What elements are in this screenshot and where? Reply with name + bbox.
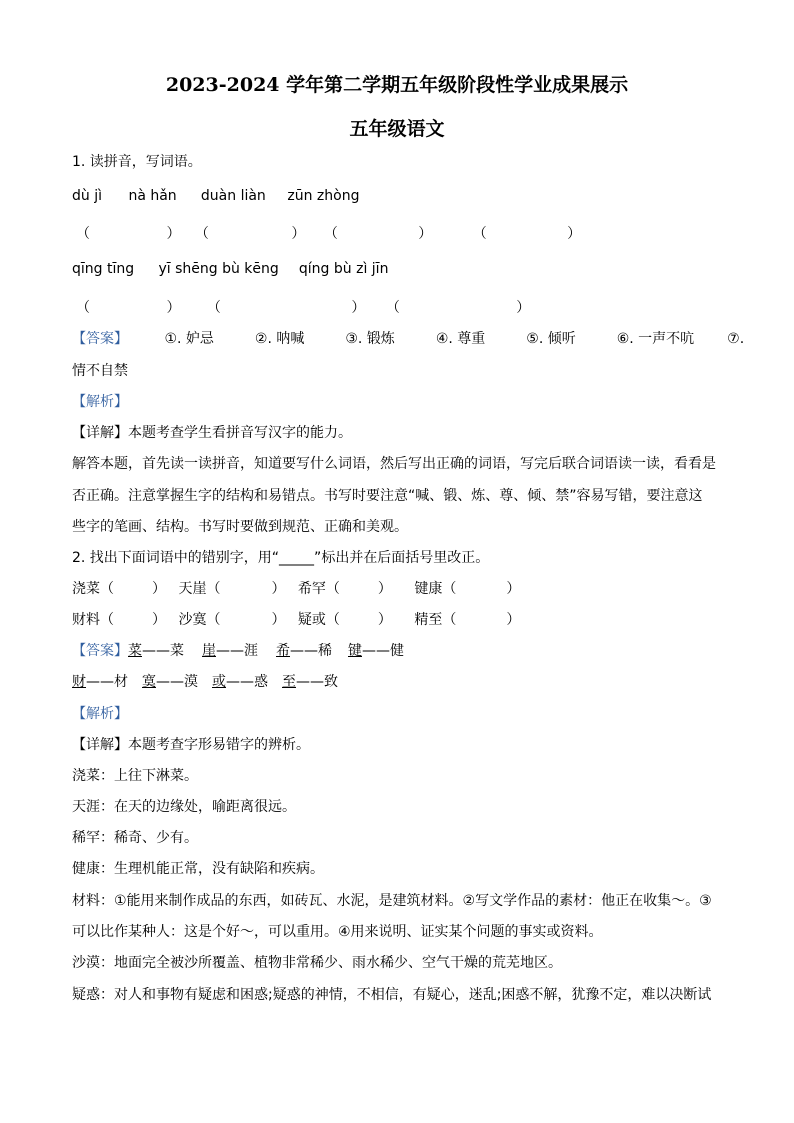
dash: ——	[156, 674, 184, 690]
definition-line: 稀罕：稀奇、少有。	[72, 830, 198, 846]
correction-item	[282, 674, 338, 690]
q2-prompt: 2. 找出下面词语中的错别字，用“_____”标出并在后面括号里改正。	[72, 550, 490, 566]
paren-close: ）	[166, 300, 181, 316]
paren-close: ）	[506, 581, 521, 597]
right-char: 材	[114, 674, 128, 690]
pinyin-item: yī shēng bù kēng	[158, 261, 279, 277]
right-char: 惑	[254, 674, 268, 690]
pinyin-item: duàn liàn	[200, 188, 266, 204]
q1-detail	[72, 422, 352, 442]
paren-close: ）	[271, 612, 286, 628]
dash: ——	[142, 643, 170, 659]
q1-answer-cont: 情不自禁	[72, 363, 128, 379]
detail-tag: 【详解】	[72, 425, 128, 441]
paren-open: （	[472, 226, 487, 242]
word-item: 键康（	[414, 581, 457, 597]
pinyin-item: zūn zhòng	[287, 188, 360, 204]
paren-close: ）	[291, 226, 306, 242]
right-char: 稀	[318, 643, 332, 659]
q2-row1	[72, 578, 520, 598]
definition-line: 浇菜：上往下淋菜。	[72, 768, 198, 784]
correction-item	[202, 640, 276, 660]
q1-answer-line	[72, 328, 744, 348]
paren-close: ）	[567, 226, 582, 242]
answer-item: ⑥. 一声不吭	[616, 331, 695, 347]
definition-line: 疑惑：对人和事物有疑虑和困惑;疑惑的神情，不相信，有疑心，迷乱;困惑不解，犹豫不定，难以决断试	[72, 987, 712, 1003]
wrong-char: 财	[72, 674, 86, 690]
wrong-char: 键	[348, 643, 362, 659]
page-title: 2023-2024 学年第二学期五年级阶段性学业成果展示	[165, 74, 629, 96]
right-char: 漠	[184, 674, 198, 690]
paragraph-line: 解答本题，首先读一读拼音，知道要写什么词语，然后写出正确的词语，写完后联合词语读一读，看看是	[72, 456, 716, 472]
wrong-char: 希	[276, 643, 290, 659]
paren-open: （	[76, 300, 90, 316]
answer-item: ③. 锻炼	[345, 331, 395, 347]
word-item: 天崖（	[178, 581, 221, 597]
q2-answer-line1	[72, 640, 404, 660]
paren-open: （	[323, 226, 338, 242]
q2-answer-line2	[72, 671, 338, 691]
correction-item	[128, 640, 202, 660]
dash: ——	[290, 643, 318, 659]
correction-item	[142, 671, 212, 691]
paren-close: ）	[377, 581, 392, 597]
paren-open: （	[76, 226, 90, 242]
detail-tag: 【详解】	[72, 737, 128, 753]
definition-line: 沙漠：地面完全被沙所覆盖、植物非常稀少、雨水稀少、空气干燥的荒芜地区。	[72, 955, 562, 971]
pinyin-item: nà hǎn	[128, 188, 177, 204]
word-item: 沙寞（	[178, 612, 221, 628]
word-item: 财料（	[72, 612, 114, 628]
wrong-char: 至	[282, 674, 296, 690]
wrong-char: 或	[212, 674, 226, 690]
paragraph-line: 否正确。注意掌握生字的结构和易错点。书写时要注意“喊、锻、炼、尊、倾、禁”容易写错，要注意这	[72, 488, 703, 504]
answer-tag: 【答案】	[72, 643, 128, 659]
pinyin-item: qīng tīng	[72, 261, 135, 277]
q2-detail	[72, 734, 310, 754]
dash: ——	[296, 674, 324, 690]
word-item: 浇菜（	[72, 581, 114, 597]
correction-item	[348, 643, 404, 659]
dash: ——	[216, 643, 244, 659]
wrong-char: 寞	[142, 674, 156, 690]
analysis-tag: 【解析】	[72, 394, 128, 410]
right-char: 菜	[170, 643, 184, 659]
dash: ——	[86, 674, 114, 690]
analysis-tag: 【解析】	[72, 706, 128, 722]
paren-close: ）	[418, 226, 433, 242]
q1-paren-row1	[76, 223, 581, 243]
right-char: 健	[390, 643, 404, 659]
pinyin-item: qíng bù zì jīn	[298, 261, 389, 277]
q1-paren-row2	[76, 297, 530, 317]
dash: ——	[362, 643, 390, 659]
right-char: 涯	[244, 643, 258, 659]
answer-item: ①. 妒忌	[164, 331, 214, 347]
paren-close: ）	[351, 300, 366, 316]
wrong-char: 菜	[128, 643, 142, 659]
correction-item	[276, 640, 348, 660]
paren-close: ）	[516, 300, 531, 316]
definition-line: 天涯：在天的边缘处，喻距离很远。	[72, 799, 296, 815]
paren-open: （	[206, 300, 221, 316]
definition-line: 健康：生理机能正常，没有缺陷和疾病。	[72, 861, 324, 877]
correction-item	[72, 671, 142, 691]
q1-pinyin-row1	[72, 188, 359, 204]
definition-line: 材料：①能用来制作成品的东西，如砖瓦、水泥，是建筑材料。②写文学作品的素材：他正在收集～。③	[72, 893, 712, 909]
detail-text: 本题考查字形易错字的辨析。	[128, 737, 310, 753]
paren-close: ）	[152, 581, 166, 597]
paragraph-line: 些字的笔画、结构。书写时要做到规范、正确和美观。	[72, 519, 408, 535]
word-item: 精至（	[414, 612, 457, 628]
paren-close: ）	[271, 581, 286, 597]
wrong-char: 崖	[202, 643, 216, 659]
dash: ——	[226, 674, 254, 690]
correction-item	[212, 671, 282, 691]
answer-item: ②. 呐喊	[254, 331, 305, 347]
q1-prompt: 1. 读拼音，写词语。	[72, 154, 202, 170]
answer-tag: 【答案】	[72, 331, 128, 347]
paren-close: ）	[166, 226, 181, 242]
paren-close: ）	[152, 612, 166, 628]
word-item: 疑或（	[297, 612, 340, 628]
q1-pinyin-row2	[72, 261, 388, 277]
paren-close: ）	[377, 612, 392, 628]
definition-line: 可以比作某种人：这是个好～，可以重用。④用来说明、证实某个问题的事实或资料。	[72, 924, 603, 940]
q2-row2	[72, 609, 520, 629]
answer-item: ⑦.	[727, 331, 745, 347]
answer-item: ④. 尊重	[435, 331, 486, 347]
paren-close: ）	[506, 612, 521, 628]
answer-item: ⑤. 倾听	[526, 331, 576, 347]
paren-open: （	[194, 226, 209, 242]
word-item: 希罕（	[297, 581, 340, 597]
paren-open: （	[385, 300, 400, 316]
page-subtitle: 五年级语文	[349, 118, 445, 140]
right-char: 致	[324, 674, 338, 690]
detail-text: 本题考查学生看拼音写汉字的能力。	[128, 425, 352, 441]
pinyin-item: dù jì	[72, 188, 102, 204]
